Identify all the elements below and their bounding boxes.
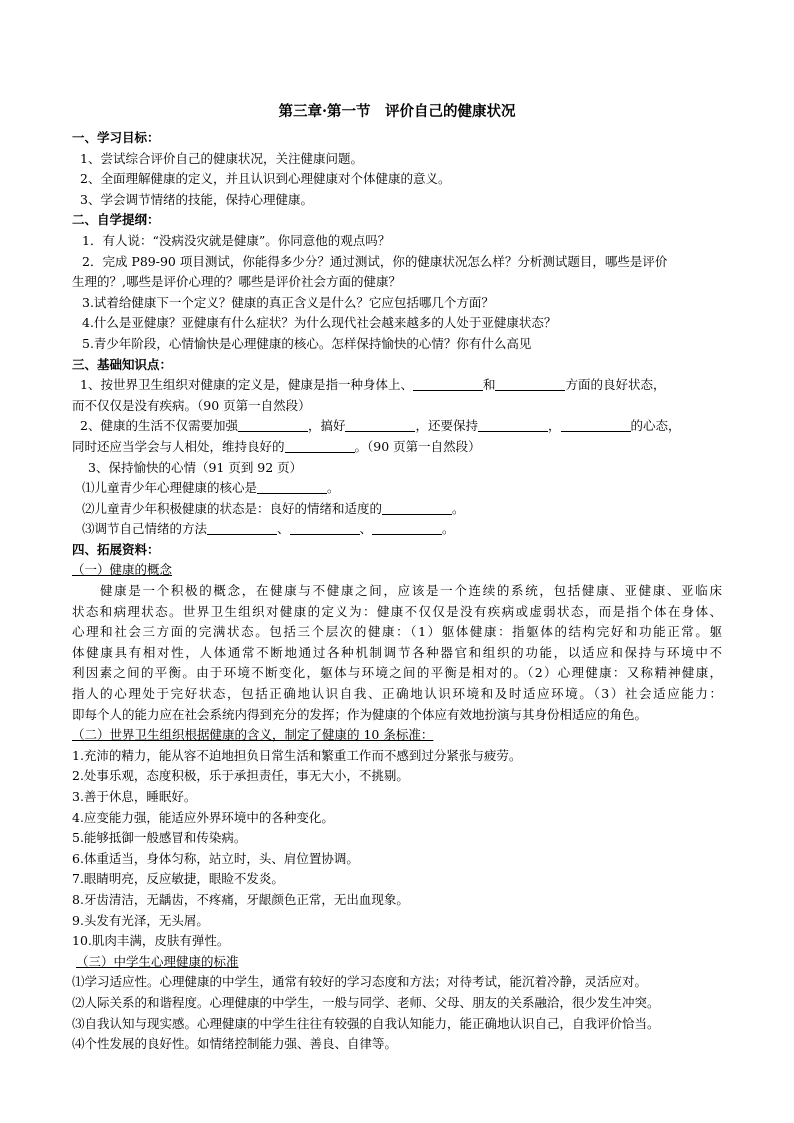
fill-in-subitem <box>72 519 722 540</box>
fill-in-subitem <box>72 499 722 520</box>
subsection-heading: （一）健康的概念 <box>72 562 173 578</box>
answer-blank[interactable] <box>290 521 360 535</box>
standard-item: 10.肌肉丰满，皮肤有弹性。 <box>72 933 230 949</box>
answer-blank[interactable] <box>372 521 442 535</box>
answer-blank[interactable] <box>257 480 327 494</box>
answer-blank[interactable] <box>382 501 452 515</box>
fill-text: ，还要保持 <box>415 418 478 434</box>
standard-item: 3.善于休息，睡眠好。 <box>72 789 197 804</box>
paragraph-line: 利因素之间的平衡。由于环境不断变化，躯体与环境之间的平衡是相对的。（2）心理健康：又称精神健康， <box>72 665 722 681</box>
fill-text: 1、按世界卫生组织对健康的定义是，健康是指一种身体上、 <box>80 377 413 393</box>
paragraph-line: 状态和病理状态。世界卫生组织对健康的定义为：健康不仅仅是没有疾病或虚弱状态，而是指个体在身体、 <box>72 603 722 619</box>
outline-question: 1．有人说：“没病没灾就是健康”。你同意他的观点吗？ <box>82 232 391 248</box>
standard-item: 7.眼睛明亮，反应敏捷，眼睑不发炎。 <box>72 871 284 887</box>
outline-question: 3.试着给健康下一个定义？健康的真正含义是什么？它应包括哪几个方面？ <box>82 294 494 310</box>
fill-in-item-continued: 而不仅仅是没有疾病。（90 页第一自然段） <box>72 397 311 413</box>
answer-blank[interactable] <box>495 377 565 391</box>
answer-blank[interactable] <box>561 418 631 432</box>
answer-blank[interactable] <box>238 418 308 432</box>
paragraph-line: 心理和社会三方面的完满状态。包括三个层次的健康：（1）躯体健康：指躯体的结构完好和功能正常。躯 <box>72 624 722 640</box>
fill-text: 。 <box>327 480 340 496</box>
fill-text: 和 <box>482 377 496 393</box>
paragraph-line: 体健康具有相对性，人体通常不断地通过各种机制调节各种器官和组织的功能，以适应和保持与环境中不 <box>72 644 722 660</box>
paragraph-line: 指人的心理处于完好状态，包括正确地认识自我、正确地认识环境和及时适应环境。（3）社会适应能力： <box>72 686 722 702</box>
fill-in-item <box>72 416 722 437</box>
answer-blank[interactable] <box>207 521 277 535</box>
fill-text: 2、健康的生活不仅需要加强 <box>80 418 238 434</box>
answer-blank[interactable] <box>285 439 355 453</box>
standard-item: 6.体重适当，身体匀称，站立时，头、肩位置协调。 <box>72 850 359 866</box>
fill-in-item <box>72 375 722 396</box>
fill-text: 、 <box>359 521 373 537</box>
subsection-heading: （三）中学生心理健康的标准 <box>76 953 239 969</box>
standard-item: 4.应变能力强，能适应外界环境中的各种变化。 <box>72 809 334 825</box>
section-heading-extended: 四、拓展资料： <box>72 541 160 557</box>
fill-text: 、 <box>277 521 290 537</box>
mental-health-item: ⑷个性发展的良好性。如情绪控制能力强、善良、自律等。 <box>72 1036 398 1052</box>
answer-blank[interactable] <box>345 418 415 432</box>
fill-text: ⑵儿童青少年积极健康的状态是：良好的情绪和适度的 <box>82 500 383 516</box>
fill-text: ， <box>548 418 561 434</box>
outline-question: 2．完成 P89-90 项目测试，你能得多少分？通过测试，你的健康状况怎么样？分析测试题目，哪些是评价 <box>82 253 668 269</box>
fill-in-item: 3、保持愉快的心情（91 页到 92 页） <box>88 459 303 475</box>
paragraph-line: 即每个人的能力应在社会系统内得到充分的发挥；作为健康的个体应有效地扮演与其身份相适应的角色。 <box>72 706 648 722</box>
section-heading-outline: 二、自学提纲： <box>72 212 160 228</box>
standard-item: 2.处事乐观，态度积极，乐于承担责任，事无大小，不挑剔。 <box>72 768 409 784</box>
standard-item: 8.牙齿清洁，无龋齿，不疼痛，牙龈颜色正常，无出血现象。 <box>72 891 409 907</box>
fill-in-item-continued <box>72 437 722 458</box>
outline-question-continued: 生理的？,哪些是评价心理的？哪些是评价社会方面的健康？ <box>72 274 401 290</box>
fill-text: 。 <box>452 500 465 516</box>
section-heading-basics: 三、基础知识点： <box>72 356 173 372</box>
standard-item: 1.充沛的精力，能从容不迫地担负日常生活和繁重工作而不感到过分紧张与疲劳。 <box>72 747 522 763</box>
fill-text: 同时还应当学会与人相处，维持良好的 <box>72 438 285 454</box>
fill-in-subitem <box>72 478 722 499</box>
paragraph-line: 健康是一个积极的概念，在健康与不健康之间，应该是一个连续的系统，包括健康、亚健康、亚临床 <box>100 583 722 599</box>
answer-blank[interactable] <box>478 418 548 432</box>
fill-text: 。（90 页第一自然段） <box>354 438 481 454</box>
mental-health-item: ⑴学习适应性。心理健康的中学生，通常有较好的学习态度和方法；对待考试，能沉着冷静，灵活应对。 <box>72 974 648 990</box>
section-heading-goals: 一、学习目标： <box>72 130 160 145</box>
fill-text: ⑶调节自己情绪的方法 <box>82 521 208 537</box>
goal-item: 2、全面理解健康的定义，并且认识到心理健康对个体健康的意义。 <box>80 171 451 187</box>
fill-text: 。 <box>442 521 455 537</box>
outline-question: 5.青少年阶段，心情愉快是心理健康的核心。怎样保持愉快的心情？你有什么高见 <box>82 335 532 351</box>
subsection-heading: （二）世界卫生组织根据健康的含义，制定了健康的 10 条标准： <box>72 727 434 743</box>
standard-item: 9.头发有光泽，无头屑。 <box>72 912 209 928</box>
mental-health-item: ⑶自我认知与现实感。心理健康的中学生往往有较强的自我认知能力，能正确地认识自己，自我评价恰当。 <box>72 1015 660 1031</box>
fill-text: ⑴儿童青少年心理健康的核心是 <box>82 480 258 496</box>
mental-health-item: ⑵人际关系的和谐程度。心理健康的中学生，一般与同学、老师、父母、朋友的关系融洽，很少发生冲突。 <box>72 994 660 1010</box>
page-title: 第三章·第一节 评价自己的健康状况 <box>278 103 516 120</box>
standard-item: 5.能够抵御一般感冒和传染病。 <box>72 830 247 846</box>
fill-text: 方面的良好状态， <box>565 377 666 393</box>
fill-text: ，搞好 <box>307 418 346 434</box>
fill-text: 的心态， <box>630 418 681 434</box>
answer-blank[interactable] <box>413 377 483 391</box>
outline-question: 4.什么是亚健康？亚健康有什么症状？为什么现代社会越来越多的人处于亚健康状态？ <box>82 315 557 331</box>
goal-item: 1、尝试综合评价自己的健康状况，关注健康问题。 <box>80 150 363 166</box>
goal-item: 3、学会调节情绪的技能，保持心理健康。 <box>80 191 313 207</box>
document-page <box>72 100 722 1055</box>
